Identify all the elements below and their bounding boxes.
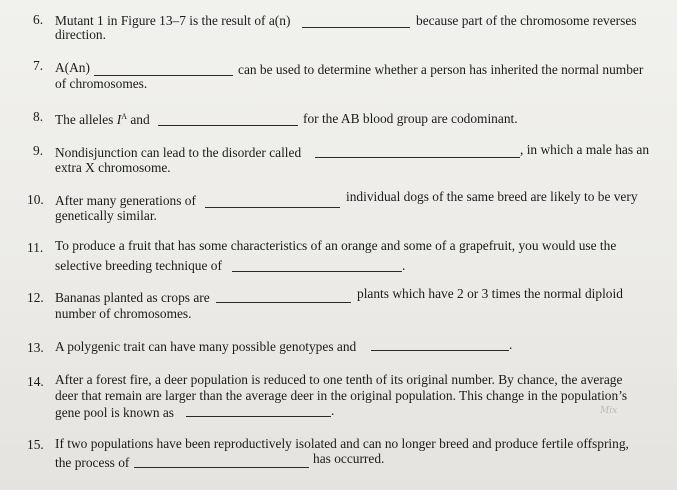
- answer-blank[interactable]: [302, 27, 410, 28]
- question-text: can be used to determine whether a person has inherited the normal number: [238, 62, 644, 77]
- question-text: has occurred.: [313, 451, 385, 466]
- question-text: A polygenic trait can have many possible genotypes and: [55, 339, 357, 354]
- question-text: Bananas planted as crops are: [55, 290, 210, 305]
- question-number: 15.: [27, 437, 44, 452]
- answer-blank[interactable]: [205, 207, 340, 208]
- question-number: 6.: [33, 12, 44, 27]
- question-text: .: [509, 337, 513, 352]
- question-text: for the AB blood group are codominant.: [303, 111, 518, 126]
- question-text: , in which a male has an: [520, 142, 650, 157]
- answer-blank[interactable]: [216, 302, 351, 303]
- question-number: 8.: [33, 109, 44, 124]
- question-text: direction.: [55, 27, 106, 42]
- question-text: Nondisjunction can lead to the disorder called: [55, 145, 302, 160]
- question-text: .: [402, 258, 406, 273]
- answer-blank[interactable]: [371, 350, 509, 351]
- answer-blank[interactable]: [232, 271, 402, 272]
- question-text: because part of the chromosome reverses: [416, 13, 637, 28]
- text-span: and: [130, 112, 150, 127]
- question-text: If two populations have been reproductively isolated and can no longer breed and produce fertile offspring,: [55, 436, 629, 451]
- question-text: After a forest fire, a deer population is reduced to one tenth of its original number. By chance, the average: [55, 372, 623, 387]
- question-text: deer that remain are larger than the average deer in the original population. This change in the population’s: [55, 388, 628, 403]
- question-number: 9.: [33, 143, 44, 158]
- question-number: 14.: [27, 374, 44, 389]
- text-span: The alleles: [55, 112, 114, 127]
- question-text: To produce a fruit that has some characteristics of an orange and some of a grapefruit, you would use the: [55, 238, 617, 253]
- question-number: 10.: [27, 192, 44, 207]
- question-text: [55, 109, 150, 127]
- answer-blank[interactable]: [186, 416, 331, 417]
- question-text: .: [331, 403, 335, 418]
- answer-blank[interactable]: [315, 157, 520, 158]
- allele-symbol: I: [116, 112, 122, 127]
- allele-superscript: A: [121, 112, 127, 121]
- question-text: number of chromosomes.: [55, 306, 192, 321]
- question-text: plants which have 2 or 3 times the normal diploid: [357, 286, 623, 301]
- question-text: the process of: [55, 455, 130, 470]
- question-number: 13.: [27, 340, 44, 355]
- question-text: genetically similar.: [55, 208, 157, 223]
- question-text: of chromosomes.: [55, 76, 148, 91]
- question-text: extra X chromosome.: [55, 160, 171, 175]
- question-text: After many generations of: [55, 193, 196, 208]
- question-text: A(An): [55, 60, 90, 75]
- question-number: 12.: [27, 290, 44, 305]
- answer-blank[interactable]: [158, 125, 298, 126]
- faint-mark: 𝑀𝑖𝑥: [600, 405, 618, 415]
- question-text: selective breeding technique of: [55, 258, 222, 273]
- answer-blank[interactable]: [134, 467, 309, 468]
- question-number: 11.: [27, 240, 44, 255]
- question-number: 7.: [33, 58, 44, 73]
- question-text: gene pool is known as: [55, 405, 175, 420]
- question-text: Mutant 1 in Figure 13–7 is the result of a(n): [55, 13, 291, 28]
- question-text: individual dogs of the same breed are likely to be very: [346, 189, 638, 204]
